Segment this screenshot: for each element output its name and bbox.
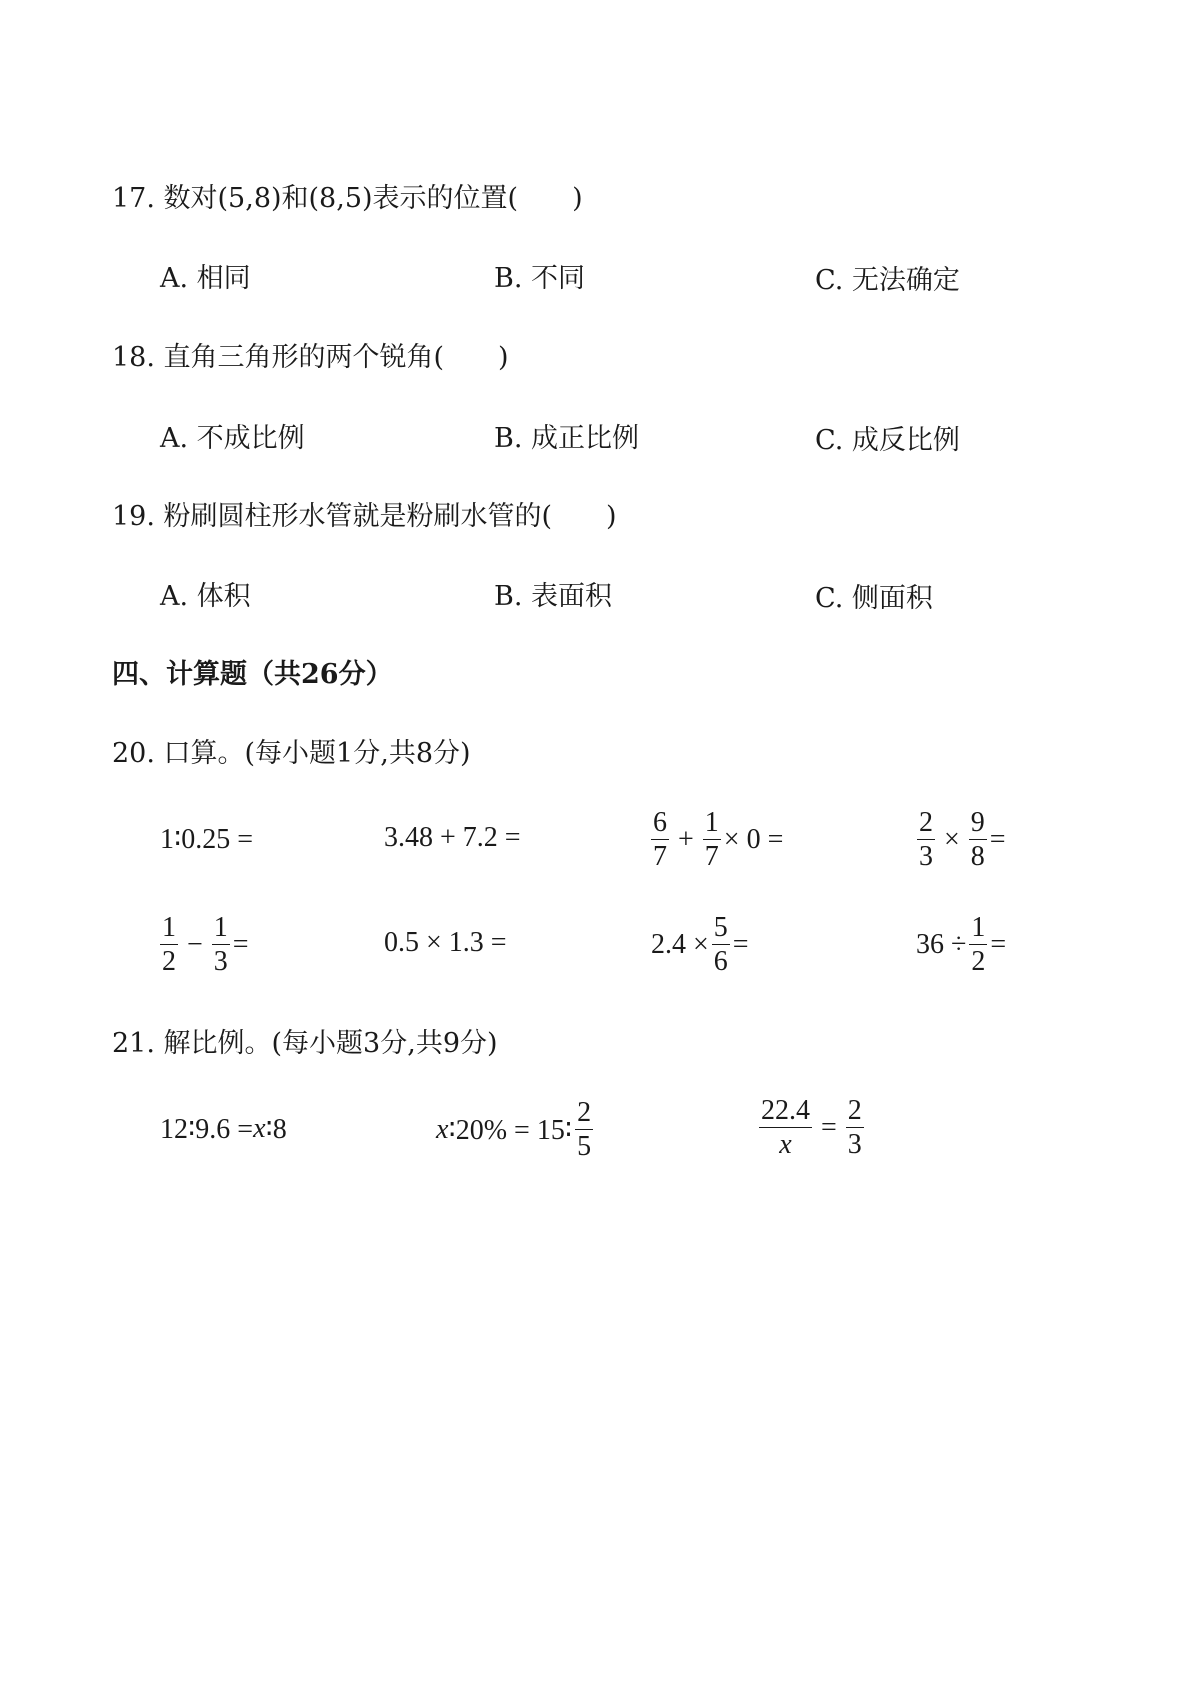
proportion-left: 12∶9.6 = (160, 1114, 254, 1145)
question-17-option-c[interactable]: C. 无法确定 (815, 265, 960, 296)
fraction (160, 913, 178, 977)
numerator: 22.4 (759, 1096, 812, 1128)
numerator: 1 (703, 808, 721, 840)
calc-3-48-plus-7-2 (384, 822, 521, 854)
numerator: 1 (969, 913, 987, 945)
fraction (969, 808, 987, 872)
operator: + (678, 823, 694, 855)
question-19-option-b[interactable]: B. 表面积 (494, 581, 613, 612)
operator: × (944, 823, 960, 855)
expression-tail: × 0 = (723, 823, 784, 855)
denominator: 5 (577, 1131, 592, 1163)
question-18-stem: 18. 直角三角形的两个锐角( ) (112, 342, 509, 373)
calc-36-div-fraction (916, 913, 1006, 977)
question-17-option-b[interactable]: B. 不同 (494, 263, 586, 294)
expression-tail: = (732, 928, 749, 960)
question-18-option-c[interactable]: C. 成反比例 (815, 425, 960, 456)
calc-2-4-times-fraction (651, 913, 749, 977)
denominator: 7 (704, 841, 719, 873)
expression-text: 0.5 × 1.3 = (384, 927, 507, 958)
denominator: 3 (919, 841, 933, 873)
denominator: 3 (213, 946, 228, 978)
denominator: x (779, 1129, 792, 1161)
numerator: 1 (212, 913, 230, 945)
denominator: 7 (653, 841, 667, 873)
expression-tail: = (989, 823, 1006, 855)
denominator: 3 (847, 1129, 862, 1161)
expression-tail: = (232, 928, 249, 960)
section-heading: 四、计算题（共26分） (112, 659, 393, 690)
fraction (969, 913, 987, 977)
proportion-right: ∶8 (265, 1114, 287, 1145)
numerator: 9 (969, 808, 987, 840)
calc-fraction-difference (157, 913, 249, 977)
operator: − (187, 928, 203, 960)
denominator: 8 (970, 841, 985, 873)
question-17-option-a[interactable]: A. 相同 (160, 263, 251, 294)
proportion-middle: ∶20% = 15∶ (448, 1114, 573, 1146)
proportion-3 (756, 1096, 867, 1160)
fraction (846, 1096, 864, 1160)
question-17-stem: 17. 数对(5,8)和(8,5)表示的位置( ) (112, 183, 583, 214)
numerator: 2 (846, 1096, 864, 1128)
calc-1-0-25 (160, 822, 253, 856)
unknown-variable: x (436, 1113, 449, 1145)
denominator: 6 (713, 946, 728, 978)
denominator: 2 (162, 946, 176, 978)
question-18-option-a[interactable]: A. 不成比例 (160, 423, 305, 454)
question-19-stem: 19. 粉刷圆柱形水管就是粉刷水管的( ) (112, 501, 617, 532)
fraction (703, 808, 721, 872)
question-18-option-b[interactable]: B. 成正比例 (494, 423, 640, 454)
calc-fraction-sum-times-zero (648, 808, 783, 872)
numerator: 6 (651, 808, 669, 840)
expression-lead: 2.4 × (651, 928, 709, 960)
fraction (575, 1098, 593, 1162)
question-20-stem: 20. 口算。(每小题1分,共8分) (112, 738, 471, 769)
numerator: 2 (575, 1098, 593, 1130)
expression-text: 1∶0.25 = (160, 824, 254, 855)
expression-text: 3.48 + 7.2 = (384, 822, 521, 853)
question-21-stem: 21. 解比例。(每小题3分,共9分) (112, 1028, 498, 1059)
expression-tail: = (990, 928, 1007, 960)
fraction (712, 913, 730, 977)
question-19-option-a[interactable]: A. 体积 (160, 581, 251, 612)
fraction (917, 808, 935, 872)
numerator: 5 (712, 913, 730, 945)
expression-lead: 36 ÷ (916, 928, 967, 960)
unknown-variable: x (253, 1113, 266, 1144)
fraction (212, 913, 230, 977)
fraction (759, 1096, 812, 1160)
proportion-2 (436, 1098, 596, 1162)
calc-fraction-product (914, 808, 1006, 872)
fraction (651, 808, 669, 872)
denominator: 2 (971, 946, 986, 978)
calc-0-5-times-1-3 (384, 927, 507, 959)
equals-sign: = (821, 1111, 837, 1143)
numerator: 2 (917, 808, 935, 840)
proportion-1 (160, 1112, 287, 1146)
question-19-option-c[interactable]: C. 侧面积 (815, 583, 933, 614)
numerator: 1 (160, 913, 178, 945)
